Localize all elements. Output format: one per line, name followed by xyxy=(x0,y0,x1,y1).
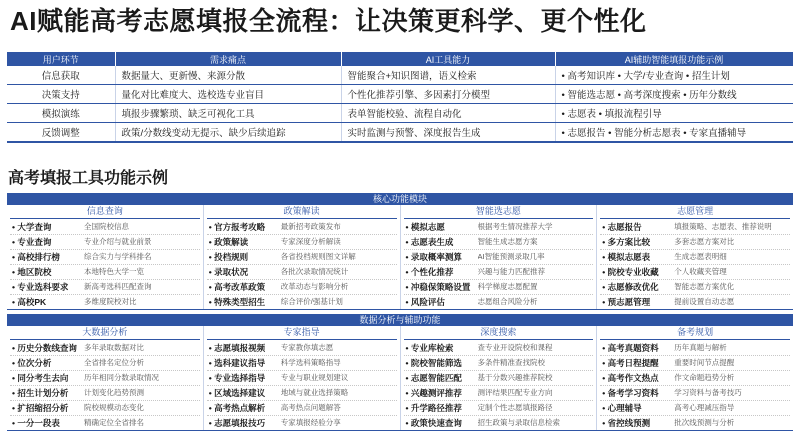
feature-column xyxy=(204,205,401,309)
feature-column xyxy=(7,326,204,430)
feature-name: • 志愿修改优化 xyxy=(602,282,659,292)
feature-description: 批次线预测与分析 xyxy=(674,418,735,427)
feature-name: • 志愿智能匹配 xyxy=(405,373,462,383)
feature-description: 院校规模动态变化 xyxy=(84,403,144,412)
feature-description: 专家填报经验分享 xyxy=(280,418,341,427)
list-item xyxy=(600,356,790,371)
feature-name: • 区域选择建议 xyxy=(208,388,266,398)
column-heading: 深度搜索 xyxy=(404,326,594,340)
feature-description: 高考热点问题解答 xyxy=(280,403,341,412)
list-item xyxy=(10,356,200,371)
list-item xyxy=(207,220,397,235)
feature-name: • 高考真题资料 xyxy=(602,343,659,353)
list-item xyxy=(207,250,397,265)
feature-name: • 专业库检索 xyxy=(405,343,454,353)
list-item xyxy=(207,280,397,295)
feature-name: • 风险评估 xyxy=(405,297,445,307)
feature-description: 作文命题趋势分析 xyxy=(674,373,735,382)
list-item xyxy=(207,235,397,250)
feature-description: 多条件精准查找院校 xyxy=(477,358,545,367)
feature-description: 志愿组合风险分析 xyxy=(477,297,538,306)
column-heading: 专家指导 xyxy=(207,326,397,340)
table-row xyxy=(7,85,793,104)
list-item xyxy=(600,250,790,265)
feature-description: 智能志愿方案优化 xyxy=(674,282,735,291)
feature-name: • 选科建议指导 xyxy=(208,358,266,368)
table-cell: • 高考知识库 • 大学/专业查询 • 招生计划 xyxy=(555,66,793,85)
list-item xyxy=(600,386,790,401)
feature-description: 精确定位全省排名 xyxy=(84,418,144,427)
feature-description: 历年相同分数录取情况 xyxy=(84,373,159,382)
feature-name: • 志愿报告 xyxy=(602,222,642,232)
feature-name: • 院校专业收藏 xyxy=(602,267,659,277)
feature-description: 个人收藏夹管理 xyxy=(674,267,727,276)
feature-name: • 兴趣测评推荐 xyxy=(405,388,462,398)
feature-column xyxy=(597,205,793,309)
feature-column xyxy=(7,205,204,309)
list-item xyxy=(600,280,790,295)
list-item xyxy=(10,235,200,250)
header-user-stage: 用户环节 xyxy=(7,52,115,66)
list-item xyxy=(207,401,397,416)
feature-description: 全省排名定位分析 xyxy=(84,358,144,367)
list-item xyxy=(404,371,594,386)
feature-name: • 地区院校 xyxy=(12,267,52,277)
feature-description: 兴趣与能力匹配推荐 xyxy=(477,267,545,276)
feature-name: • 模拟志愿 xyxy=(405,222,445,232)
column-heading: 大数据分析 xyxy=(10,326,200,340)
table-row xyxy=(7,66,793,85)
feature-name: • 高考作文热点 xyxy=(602,373,659,383)
header-ai-capability: AI工具能力 xyxy=(341,52,555,66)
feature-name: • 特殊类型招生 xyxy=(208,297,266,307)
table-row xyxy=(7,104,793,123)
feature-description: 综合实力与学科排名 xyxy=(84,252,152,261)
table-cell: 反馈调整 xyxy=(7,123,115,143)
feature-name: • 省控线预测 xyxy=(602,418,651,428)
analysis-band: 数据分析与辅助功能 xyxy=(7,314,793,326)
feature-description: 最新招考政策发布 xyxy=(280,222,341,231)
feature-name: • 政策快速查询 xyxy=(405,418,462,428)
table-cell: 表单智能校验、流程自动化 xyxy=(341,104,555,123)
feature-name: • 专业查询 xyxy=(12,237,52,247)
table-cell: 模拟演练 xyxy=(7,104,115,123)
feature-description: 查专业开设院校和课程 xyxy=(477,343,553,352)
feature-description: 生成志愿表明细 xyxy=(674,252,727,261)
feature-name: • 院校智能筛选 xyxy=(405,358,462,368)
overview-header-row xyxy=(7,52,793,66)
list-item xyxy=(404,356,594,371)
list-item xyxy=(600,295,790,309)
feature-name: • 冲稳保策略设置 xyxy=(405,282,471,292)
feature-description: 测评结果匹配专业方向 xyxy=(477,388,553,397)
feature-name: • 录取概率测算 xyxy=(405,252,462,262)
feature-name: • 官方报考攻略 xyxy=(208,222,266,232)
list-item xyxy=(600,265,790,280)
header-pain-points: 需求痛点 xyxy=(115,52,341,66)
feature-name: • 志愿表生成 xyxy=(405,237,454,247)
table-cell: • 志愿表 • 填报流程引导 xyxy=(555,104,793,123)
table-row xyxy=(7,123,793,143)
feature-name: • 扩招缩招分析 xyxy=(12,403,69,413)
feature-description: 定制个性志愿填报路径 xyxy=(477,403,553,412)
list-item xyxy=(10,295,200,309)
list-item xyxy=(207,386,397,401)
list-item xyxy=(600,220,790,235)
feature-name: • 个性化推荐 xyxy=(405,267,454,277)
list-item xyxy=(10,401,200,416)
feature-description: 科学梯度志愿配置 xyxy=(477,282,538,291)
feature-name: • 录取状况 xyxy=(208,267,249,277)
column-heading: 备考规划 xyxy=(600,326,790,340)
feature-name: • 历史分数线查询 xyxy=(12,343,77,353)
feature-name: • 预志愿管理 xyxy=(602,297,651,307)
list-item xyxy=(10,220,200,235)
feature-description: 填报策略、志愿表、推荐说明 xyxy=(674,222,772,231)
list-item xyxy=(207,341,397,356)
feature-description: 提前设置自动志愿 xyxy=(674,297,735,306)
feature-description: 重要时间节点提醒 xyxy=(674,358,735,367)
list-item xyxy=(10,341,200,356)
feature-name: • 位次分析 xyxy=(12,358,52,368)
table-cell: 量化对比难度大、选校选专业盲目 xyxy=(115,85,341,104)
feature-description: 本地特色大学一览 xyxy=(84,267,144,276)
list-item xyxy=(10,280,200,295)
feature-name: • 心理辅导 xyxy=(602,403,642,413)
list-item xyxy=(600,416,790,430)
feature-description: 专家深度分析解读 xyxy=(280,237,341,246)
list-item xyxy=(600,401,790,416)
feature-column xyxy=(597,326,793,430)
table-cell: 信息获取 xyxy=(7,66,115,85)
feature-description: 多年录取数据对比 xyxy=(84,343,144,352)
feature-description: AI智能预测录取几率 xyxy=(477,252,545,261)
list-item xyxy=(404,265,594,280)
column-heading: 政策解读 xyxy=(207,205,397,219)
feature-description: 新高考选科匹配查询 xyxy=(84,282,152,291)
list-item xyxy=(404,416,594,430)
core-modules-grid xyxy=(7,205,793,310)
feature-description: 各批次录取情况统计 xyxy=(280,267,349,276)
feature-description: 综合评价/强基计划 xyxy=(280,297,343,306)
header-feature-examples: AI辅助智能填报功能示例 xyxy=(555,52,793,66)
list-item xyxy=(600,341,790,356)
table-cell: 填报步骤繁琐、缺乏可视化工具 xyxy=(115,104,341,123)
feature-name: • 大学查询 xyxy=(12,222,52,232)
table-cell: • 志愿报告 • 智能分析志愿表 • 专家直播辅导 xyxy=(555,123,793,143)
feature-description: 历年真题与解析 xyxy=(674,343,727,352)
list-item xyxy=(10,371,200,386)
list-item xyxy=(10,265,200,280)
feature-name: • 多方案比较 xyxy=(602,237,651,247)
list-item xyxy=(10,416,200,430)
feature-description: 地域与就业选择策略 xyxy=(280,388,349,397)
analysis-grid xyxy=(7,326,793,431)
feature-name: • 备考学习资料 xyxy=(602,388,659,398)
feature-description: 专家教你填志愿 xyxy=(280,343,334,352)
list-item xyxy=(10,250,200,265)
list-item xyxy=(207,265,397,280)
feature-description: 全国院校信息 xyxy=(84,222,129,231)
feature-name: • 模拟志愿表 xyxy=(602,252,651,262)
feature-description: 智能生成志愿方案 xyxy=(477,237,538,246)
feature-description: 学习资料与备考技巧 xyxy=(674,388,742,397)
column-heading: 志愿管理 xyxy=(600,205,790,219)
list-item xyxy=(207,295,397,309)
table-cell: 决策支持 xyxy=(7,85,115,104)
feature-column xyxy=(401,326,598,430)
feature-name: • 志愿填报视频 xyxy=(208,343,266,353)
page-title: AI赋能高考志愿填报全流程：让决策更科学、更个性化 xyxy=(10,6,647,36)
section-subtitle: 高考填报工具功能示例 xyxy=(8,170,169,187)
feature-name: • 高考日程提醒 xyxy=(602,358,659,368)
list-item xyxy=(404,220,594,235)
feature-description: 高考心理减压指导 xyxy=(674,403,735,412)
table-cell: 智能聚合+知识图谱，语义检索 xyxy=(341,66,555,85)
list-item xyxy=(404,386,594,401)
list-item xyxy=(207,371,397,386)
feature-name: • 高校PK xyxy=(12,297,47,307)
feature-name: • 升学路径推荐 xyxy=(405,403,462,413)
feature-description: 改革动态与影响分析 xyxy=(280,282,349,291)
feature-description: 多维度院校对比 xyxy=(84,297,137,306)
feature-name: • 同分考生去向 xyxy=(12,373,69,383)
list-item xyxy=(404,250,594,265)
list-item xyxy=(404,341,594,356)
feature-description: 根据考生情况推荐大学 xyxy=(477,222,553,231)
feature-description: 多套志愿方案对比 xyxy=(674,237,735,246)
list-item xyxy=(404,295,594,309)
feature-description: 计划变化趋势预测 xyxy=(84,388,144,397)
column-heading: 信息查询 xyxy=(10,205,200,219)
feature-description: 专业介绍与就业前景 xyxy=(84,237,152,246)
list-item xyxy=(404,401,594,416)
feature-description: 各省投档规则图文详解 xyxy=(280,252,356,261)
feature-description: 科学选科策略指导 xyxy=(280,358,341,367)
overview-table xyxy=(7,52,794,143)
column-heading: 智能选志愿 xyxy=(404,205,594,219)
feature-name: • 高校排行榜 xyxy=(12,252,60,262)
list-item xyxy=(207,416,397,430)
feature-column xyxy=(204,326,401,430)
feature-name: • 一分一段表 xyxy=(12,418,60,428)
feature-description: 基于分数兴趣推荐院校 xyxy=(477,373,553,382)
feature-name: • 高考改革政策 xyxy=(208,282,266,292)
list-item xyxy=(207,356,397,371)
list-item xyxy=(600,371,790,386)
feature-description: 专业与职业规划建议 xyxy=(280,373,349,382)
core-modules-band: 核心功能模块 xyxy=(7,193,793,205)
table-cell: • 智能选志愿 • 高考深度搜索 • 历年分数线 xyxy=(555,85,793,104)
table-cell: 政策/分数线变动无提示、缺少后续追踪 xyxy=(115,123,341,143)
feature-name: • 投档规则 xyxy=(208,252,249,262)
table-cell: 实时监测与预警、深度报告生成 xyxy=(341,123,555,143)
list-item xyxy=(404,235,594,250)
feature-name: • 高考热点解析 xyxy=(208,403,266,413)
feature-name: • 政策解读 xyxy=(208,237,249,247)
table-cell: 个性化推荐引擎、多因素打分模型 xyxy=(341,85,555,104)
feature-name: • 志愿填报技巧 xyxy=(208,418,266,428)
feature-name: • 专业选择指导 xyxy=(208,373,266,383)
list-item xyxy=(10,386,200,401)
list-item xyxy=(404,280,594,295)
list-item xyxy=(600,235,790,250)
feature-column xyxy=(401,205,598,309)
feature-name: • 招生计划分析 xyxy=(12,388,69,398)
feature-description: 招生政策与录取信息检索 xyxy=(477,418,560,427)
table-cell: 数据量大、更新慢、来源分散 xyxy=(115,66,341,85)
feature-name: • 专业选科要求 xyxy=(12,282,69,292)
